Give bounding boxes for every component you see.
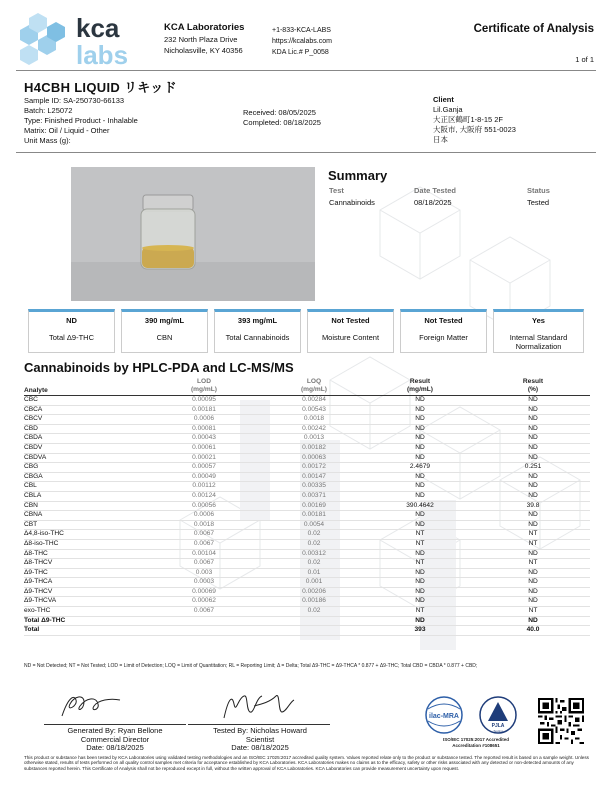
header-result-pct: Result bbox=[522, 378, 544, 385]
summary-test-value: Cannabinoids bbox=[329, 198, 375, 207]
table-row bbox=[24, 424, 590, 434]
analyte-name: CBN bbox=[24, 501, 144, 511]
card-internal-standard bbox=[493, 309, 584, 353]
result-value: ND bbox=[364, 472, 476, 482]
lod-value: 0.0006 bbox=[144, 415, 264, 425]
analyte-name: CBD bbox=[24, 424, 144, 434]
result-pct-value: ND bbox=[476, 396, 590, 406]
loq-value: 0.00242 bbox=[264, 424, 364, 434]
cannabinoids-table bbox=[24, 378, 590, 636]
table-row bbox=[24, 549, 590, 559]
total-loq bbox=[264, 626, 364, 636]
loq-value: 0.00335 bbox=[264, 482, 364, 492]
legal-disclaimer: This product or substance has been tested by KCA Laboratories using validated testing methodologies and an ISO/IEC 17025:2017 accredited quality system. Values reported relate only to the product or substance tested. The reported result is based on a sample weight. Unless otherwise stated, results of tests performed on all quality control samples met criteria for acceptance established by KCA Laboratories. KCA Laboratories makes no claims as to the efficacy, safety or other risks associated with any detected or non-detected amounts of any substances reported herein. This Certificate of Analysis shall not be reproduced except in full, without the written approval of KCA Laboratories. KCA Laboratories can provide measurement uncertainty upon request. bbox=[24, 755, 589, 771]
lab-phone: +1-833-KCA-LABS bbox=[272, 27, 331, 34]
total-row bbox=[24, 616, 590, 626]
analyte-name: CBL bbox=[24, 482, 144, 492]
analyte-name: CBDVA bbox=[24, 453, 144, 463]
lod-value: 0.0003 bbox=[144, 578, 264, 588]
table-row bbox=[24, 463, 590, 473]
analyte-name: exo-THC bbox=[24, 607, 144, 617]
summary-header-test: Test bbox=[329, 186, 344, 195]
table-row bbox=[24, 530, 590, 540]
loq-value: 0.01 bbox=[264, 568, 364, 578]
sample-type: Type: Finished Product - Inhalable bbox=[24, 116, 138, 125]
result-pct-value: NT bbox=[476, 539, 590, 549]
lod-value: 0.0067 bbox=[144, 539, 264, 549]
loq-value: 0.00182 bbox=[264, 443, 364, 453]
summary-status-column bbox=[527, 185, 550, 209]
table-row bbox=[24, 482, 590, 492]
result-value: ND bbox=[364, 520, 476, 530]
header-result: Result bbox=[409, 378, 431, 385]
result-pct-value: ND bbox=[476, 443, 590, 453]
result-pct-value: 0.251 bbox=[476, 463, 590, 473]
result-pct-value: ND bbox=[476, 434, 590, 444]
analyte-name: CBDA bbox=[24, 434, 144, 444]
loq-value: 0.00543 bbox=[264, 405, 364, 415]
lod-value: 0.00104 bbox=[144, 549, 264, 559]
product-name: H4CBH LIQUID リキッド bbox=[24, 80, 177, 95]
table-row bbox=[24, 587, 590, 597]
loq-value: 0.00181 bbox=[264, 511, 364, 521]
total-lod bbox=[144, 616, 264, 626]
analyte-name: CBDV bbox=[24, 443, 144, 453]
result-pct-value: ND bbox=[476, 568, 590, 578]
client-address2: 大阪市, 大阪府 551-0023 bbox=[433, 125, 516, 134]
card-total-cannabinoids bbox=[214, 309, 301, 353]
summary-test-column bbox=[329, 185, 375, 209]
signature-nicholas-howard bbox=[190, 690, 340, 720]
lod-value: 0.00062 bbox=[144, 597, 264, 607]
summary-header-status: Status bbox=[527, 186, 550, 195]
loq-value: 0.0018 bbox=[264, 415, 364, 425]
lod-value: 0.00124 bbox=[144, 491, 264, 501]
card-value: Not Tested bbox=[424, 316, 463, 325]
date-completed: Completed: 08/18/2025 bbox=[243, 118, 321, 127]
sample-photo bbox=[71, 167, 315, 301]
summary-date-value: 08/18/2025 bbox=[414, 198, 452, 207]
loq-value: 0.00312 bbox=[264, 549, 364, 559]
lab-address bbox=[164, 22, 244, 56]
sample-info bbox=[24, 96, 138, 146]
accreditation-logos bbox=[420, 695, 532, 751]
result-pct-value: ND bbox=[476, 511, 590, 521]
signer-1-name: Generated By: Ryan Bellone bbox=[67, 726, 163, 735]
header-divider bbox=[16, 70, 596, 71]
table-row bbox=[24, 568, 590, 578]
analyte-name: Δ9-THCVA bbox=[24, 597, 144, 607]
result-value: ND bbox=[364, 587, 476, 597]
ilac-mra-logo bbox=[426, 697, 462, 733]
sample-matrix: Matrix: Oil / Liquid - Other bbox=[24, 126, 110, 135]
analyte-name: Δ8-iso-THC bbox=[24, 539, 144, 549]
signer-2-date: Date: 08/18/2025 bbox=[231, 743, 289, 752]
card-cbn bbox=[121, 309, 208, 353]
result-value: ND bbox=[364, 396, 476, 406]
result-value: ND bbox=[364, 405, 476, 415]
result-value: ND bbox=[364, 434, 476, 444]
sample-batch: Batch: L25072 bbox=[24, 106, 73, 115]
lab-address-line2: Nicholasville, KY 40356 bbox=[164, 46, 243, 55]
table-row bbox=[24, 491, 590, 501]
loq-value: 0.00284 bbox=[264, 396, 364, 406]
card-label: Moisture Content bbox=[321, 333, 380, 342]
sample-unit-mass: Unit Mass (g): bbox=[24, 136, 71, 145]
loq-value: 0.001 bbox=[264, 578, 364, 588]
table-row bbox=[24, 405, 590, 415]
card-label: Total Δ9-THC bbox=[48, 333, 95, 342]
result-pct-value: ND bbox=[476, 415, 590, 425]
lod-value: 0.00061 bbox=[144, 443, 264, 453]
total-loq bbox=[264, 616, 364, 626]
header-lod: LOD bbox=[197, 378, 211, 385]
signer-1 bbox=[40, 727, 190, 753]
loq-value: 0.00172 bbox=[264, 463, 364, 473]
table-row bbox=[24, 578, 590, 588]
analyte-name: CBGA bbox=[24, 472, 144, 482]
analyte-name: Δ8-THC bbox=[24, 549, 144, 559]
signer-2-name: Tested By: Nicholas Howard bbox=[213, 726, 307, 735]
analyte-name: CBT bbox=[24, 520, 144, 530]
table-row bbox=[24, 539, 590, 549]
info-divider bbox=[16, 152, 596, 153]
summary-title: Summary bbox=[328, 168, 388, 183]
iso-accreditation-text: ISO/IEC 17025:2017 Accredited bbox=[442, 737, 510, 742]
qr-code-icon[interactable] bbox=[538, 698, 584, 744]
signature-line-1 bbox=[44, 724, 186, 725]
result-value: 390.4642 bbox=[364, 501, 476, 511]
summary-header-date: Date Tested bbox=[414, 186, 456, 195]
result-value: ND bbox=[364, 597, 476, 607]
result-pct-value: ND bbox=[476, 482, 590, 492]
total-label: Total bbox=[24, 626, 144, 636]
analyte-name: Δ9-THCA bbox=[24, 578, 144, 588]
result-pct-value: ND bbox=[476, 587, 590, 597]
svg-text:Testing: Testing bbox=[493, 729, 503, 733]
card-value: Not Tested bbox=[331, 316, 370, 325]
card-label: CBN bbox=[156, 333, 173, 342]
header-loq-unit: (mg/mL) bbox=[264, 386, 364, 396]
header-analyte: Analyte bbox=[24, 378, 144, 396]
table-row bbox=[24, 607, 590, 617]
analyte-name: Δ8-THCV bbox=[24, 559, 144, 569]
lod-value: 0.0067 bbox=[144, 559, 264, 569]
table-row bbox=[24, 396, 590, 406]
result-value: ND bbox=[364, 415, 476, 425]
table-row bbox=[24, 472, 590, 482]
loq-value: 0.00147 bbox=[264, 472, 364, 482]
loq-value: 0.02 bbox=[264, 530, 364, 540]
result-value: ND bbox=[364, 424, 476, 434]
result-value: ND bbox=[364, 578, 476, 588]
card-value: Yes bbox=[532, 316, 545, 325]
summary-date-column bbox=[414, 185, 456, 209]
total-row bbox=[24, 626, 590, 636]
table-row bbox=[24, 453, 590, 463]
result-value: NT bbox=[364, 607, 476, 617]
result-pct-value: ND bbox=[476, 549, 590, 559]
result-value: ND bbox=[364, 549, 476, 559]
result-value: NT bbox=[364, 539, 476, 549]
loq-value: 0.02 bbox=[264, 559, 364, 569]
cannabinoids-section-title: Cannabinoids by HPLC-PDA and LC-MS/MS bbox=[24, 360, 294, 375]
analyte-name: Δ4,8-iso-THC bbox=[24, 530, 144, 540]
signer-1-date: Date: 08/18/2025 bbox=[86, 743, 144, 752]
total-result-pct: 40.0 bbox=[476, 626, 590, 636]
total-result: 393 bbox=[364, 626, 476, 636]
total-result-pct: ND bbox=[476, 616, 590, 626]
card-value: 393 mg/mL bbox=[237, 316, 278, 325]
client-country: 日本 bbox=[433, 135, 448, 144]
signer-2-title: Scientist bbox=[245, 734, 275, 744]
lod-value: 0.00181 bbox=[144, 405, 264, 415]
card-label: Foreign Matter bbox=[419, 333, 468, 342]
result-pct-value: ND bbox=[476, 597, 590, 607]
client-info bbox=[433, 95, 516, 145]
lab-name: KCA Laboratories bbox=[164, 22, 245, 33]
header-lod-unit: (mg/mL) bbox=[144, 386, 264, 396]
svg-text:ilac-MRA: ilac-MRA bbox=[429, 713, 459, 720]
result-pct-value: 39.8 bbox=[476, 501, 590, 511]
result-pct-value: ND bbox=[476, 491, 590, 501]
abbreviations-footnote: ND = Not Detected; NT = Not Tested; LOD = Limit of Detection; LOQ = Limit of Quantitation; RL = Reporting Limit; Δ = Delta; Total Δ9-THC = Δ9-THCA * 0.877 + Δ9-THC; Total CBD = CBDA * 0.877 + CBD; bbox=[24, 663, 478, 669]
client-name: Lil.Ganja bbox=[433, 105, 463, 114]
card-moisture bbox=[307, 309, 394, 353]
signer-2 bbox=[185, 727, 335, 753]
result-pct-value: NT bbox=[476, 530, 590, 540]
result-value: NT bbox=[364, 559, 476, 569]
signer-1-title: Commercial Director bbox=[80, 734, 150, 744]
lod-value: 0.00057 bbox=[144, 463, 264, 473]
analyte-name: CBCV bbox=[24, 415, 144, 425]
lod-value: 0.00043 bbox=[144, 434, 264, 444]
lod-value: 0.00056 bbox=[144, 501, 264, 511]
result-value: ND bbox=[364, 568, 476, 578]
header-result-unit: (mg/mL) bbox=[364, 386, 476, 396]
date-received: Received: 08/05/2025 bbox=[243, 108, 316, 117]
lod-value: 0.00112 bbox=[144, 482, 264, 492]
client-label: Client bbox=[433, 95, 454, 104]
loq-value: 0.0054 bbox=[264, 520, 364, 530]
kca-labs-logo bbox=[16, 12, 156, 68]
result-value: ND bbox=[364, 443, 476, 453]
lod-value: 0.0018 bbox=[144, 520, 264, 530]
header-result-pct-unit: (%) bbox=[476, 386, 590, 396]
lab-license: KDA Lic.# P_0058 bbox=[272, 49, 329, 56]
table-row bbox=[24, 434, 590, 444]
table-row bbox=[24, 511, 590, 521]
result-pct-value: ND bbox=[476, 405, 590, 415]
header-loq: LOQ bbox=[306, 378, 322, 385]
lab-address-line1: 232 North Plaza Drive bbox=[164, 35, 238, 44]
lod-value: 0.00069 bbox=[144, 587, 264, 597]
loq-value: 0.0013 bbox=[264, 434, 364, 444]
analyte-name: CBC bbox=[24, 396, 144, 406]
result-pct-value: ND bbox=[476, 453, 590, 463]
result-value: ND bbox=[364, 453, 476, 463]
table-row bbox=[24, 501, 590, 511]
loq-value: 0.00371 bbox=[264, 491, 364, 501]
card-value: ND bbox=[66, 316, 77, 325]
lab-website[interactable]: https://kcalabs.com bbox=[272, 38, 332, 45]
signature-ryan-bellone bbox=[40, 690, 190, 720]
svg-text:PJLA: PJLA bbox=[491, 723, 505, 729]
result-value: ND bbox=[364, 511, 476, 521]
loq-value: 0.00063 bbox=[264, 453, 364, 463]
loq-value: 0.00186 bbox=[264, 597, 364, 607]
result-value: 2.4679 bbox=[364, 463, 476, 473]
loq-value: 0.02 bbox=[264, 607, 364, 617]
sample-dates bbox=[243, 108, 321, 128]
result-cards bbox=[28, 309, 584, 353]
table-row bbox=[24, 597, 590, 607]
card-value: 390 mg/mL bbox=[144, 316, 185, 325]
card-total-d9-thc bbox=[28, 309, 115, 353]
lod-value: 0.00049 bbox=[144, 472, 264, 482]
analyte-name: Δ9-THCV bbox=[24, 587, 144, 597]
table-row bbox=[24, 559, 590, 569]
lod-value: 0.0006 bbox=[144, 511, 264, 521]
analyte-name: CBNA bbox=[24, 511, 144, 521]
signature-line-2 bbox=[188, 724, 330, 725]
summary-status-value: Tested bbox=[527, 198, 550, 207]
pjla-logo bbox=[480, 697, 516, 733]
total-lod bbox=[144, 626, 264, 636]
lab-contact bbox=[272, 25, 332, 58]
analyte-name: CBCA bbox=[24, 405, 144, 415]
table-row bbox=[24, 415, 590, 425]
logo-text-kca: kca bbox=[76, 13, 120, 43]
result-pct-value: ND bbox=[476, 472, 590, 482]
card-label: Total Cannabinoids bbox=[225, 333, 290, 342]
lod-value: 0.003 bbox=[144, 568, 264, 578]
analyte-name: CBLA bbox=[24, 491, 144, 501]
lod-value: 0.0067 bbox=[144, 607, 264, 617]
loq-value: 0.00169 bbox=[264, 501, 364, 511]
table-row bbox=[24, 443, 590, 453]
result-value: ND bbox=[364, 482, 476, 492]
lod-value: 0.00081 bbox=[144, 424, 264, 434]
result-pct-value: ND bbox=[476, 424, 590, 434]
loq-value: 0.00206 bbox=[264, 587, 364, 597]
card-foreign-matter bbox=[400, 309, 487, 353]
page-number: 1 of 1 bbox=[575, 55, 594, 64]
analyte-name: Δ9-THC bbox=[24, 568, 144, 578]
sample-id: Sample ID: SA-250730-66133 bbox=[24, 96, 125, 105]
result-pct-value: NT bbox=[476, 559, 590, 569]
client-address1: 大正区鶴町1-8-15 2F bbox=[433, 115, 504, 124]
result-value: ND bbox=[364, 491, 476, 501]
result-pct-value: ND bbox=[476, 520, 590, 530]
result-pct-value: NT bbox=[476, 607, 590, 617]
loq-value: 0.02 bbox=[264, 539, 364, 549]
accreditation-number: Accreditation #108651 bbox=[452, 743, 500, 748]
total-result: ND bbox=[364, 616, 476, 626]
card-label: Internal Standard Normalization bbox=[509, 333, 568, 351]
result-pct-value: ND bbox=[476, 578, 590, 588]
result-value: NT bbox=[364, 530, 476, 540]
analyte-name: CBG bbox=[24, 463, 144, 473]
logo-cubes-icon bbox=[20, 13, 65, 65]
lod-value: 0.00095 bbox=[144, 396, 264, 406]
lod-value: 0.0067 bbox=[144, 530, 264, 540]
lod-value: 0.00021 bbox=[144, 453, 264, 463]
document-title: Certificate of Analysis bbox=[473, 23, 594, 35]
table-row bbox=[24, 520, 590, 530]
logo-text-labs: labs bbox=[76, 40, 129, 68]
total-label: Total Δ9-THC bbox=[24, 616, 144, 626]
